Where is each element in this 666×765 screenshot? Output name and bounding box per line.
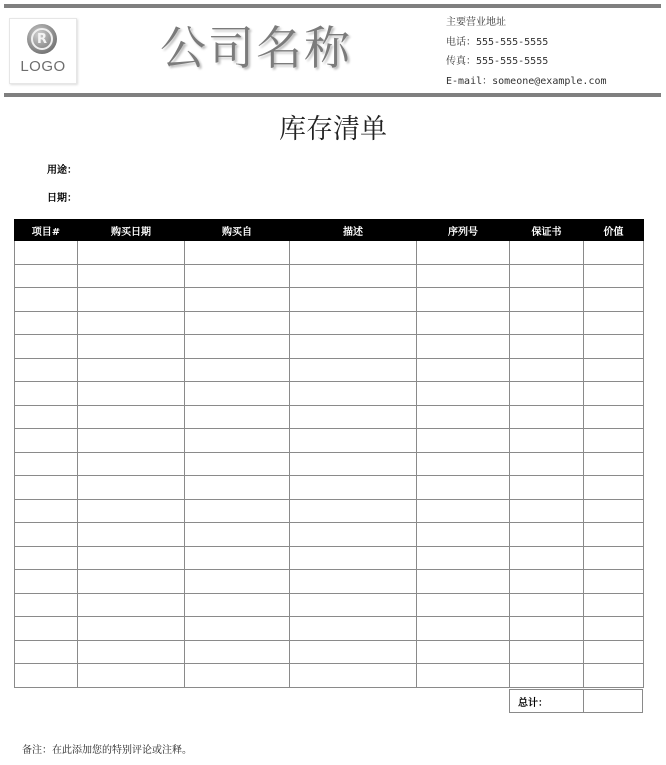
table-cell[interactable] xyxy=(290,311,417,335)
table-cell[interactable] xyxy=(290,664,417,688)
table-cell[interactable] xyxy=(510,523,584,547)
table-cell[interactable] xyxy=(78,405,185,429)
table-cell[interactable] xyxy=(185,335,290,359)
table-cell[interactable] xyxy=(584,570,644,594)
table-cell[interactable] xyxy=(185,452,290,476)
table-cell[interactable] xyxy=(510,593,584,617)
table-cell[interactable] xyxy=(15,405,78,429)
table-cell[interactable] xyxy=(78,335,185,359)
table-cell[interactable] xyxy=(185,382,290,406)
table-cell[interactable] xyxy=(510,358,584,382)
table-cell[interactable] xyxy=(510,570,584,594)
table-cell[interactable] xyxy=(78,593,185,617)
table-cell[interactable] xyxy=(290,288,417,312)
table-cell[interactable] xyxy=(510,264,584,288)
table-cell[interactable] xyxy=(15,452,78,476)
table-row xyxy=(15,570,644,594)
column-header-purchase-date: 购买日期 xyxy=(78,220,185,241)
table-cell[interactable] xyxy=(584,476,644,500)
table-cell[interactable] xyxy=(78,358,185,382)
table-cell[interactable] xyxy=(78,499,185,523)
table-cell[interactable] xyxy=(185,311,290,335)
table-cell[interactable] xyxy=(290,499,417,523)
table-cell[interactable] xyxy=(417,640,510,664)
table-cell[interactable] xyxy=(417,476,510,500)
table-cell[interactable] xyxy=(15,499,78,523)
table-cell[interactable] xyxy=(584,546,644,570)
table-row xyxy=(15,405,644,429)
table-cell[interactable] xyxy=(417,523,510,547)
table-cell[interactable] xyxy=(78,546,185,570)
table-cell[interactable] xyxy=(15,593,78,617)
table-cell[interactable] xyxy=(584,452,644,476)
table-cell[interactable] xyxy=(78,617,185,641)
table-cell[interactable] xyxy=(185,288,290,312)
table-cell[interactable] xyxy=(290,241,417,265)
table-cell[interactable] xyxy=(185,593,290,617)
total-value-cell[interactable] xyxy=(583,690,642,713)
table-cell[interactable] xyxy=(185,664,290,688)
company-name: 公司名称 xyxy=(160,21,352,75)
table-cell[interactable] xyxy=(417,335,510,359)
logo-mark-letter: R xyxy=(31,28,53,50)
table-cell[interactable] xyxy=(510,452,584,476)
table-header-row xyxy=(15,220,644,241)
table-cell[interactable] xyxy=(417,358,510,382)
footer-note: 备注：在此添加您的特别评论或注释。 xyxy=(22,745,192,756)
table-cell[interactable] xyxy=(78,429,185,453)
table-cell[interactable] xyxy=(417,452,510,476)
business-address: 主要营业地址 xyxy=(446,17,506,28)
table-cell[interactable] xyxy=(417,405,510,429)
table-cell[interactable] xyxy=(290,405,417,429)
table-cell[interactable] xyxy=(78,570,185,594)
table-row xyxy=(15,358,644,382)
table-cell[interactable] xyxy=(290,617,417,641)
table-cell[interactable] xyxy=(417,617,510,641)
date-label: 日期： xyxy=(47,193,77,204)
column-header-description: 描述 xyxy=(290,220,417,241)
table-cell[interactable] xyxy=(15,382,78,406)
table-cell[interactable] xyxy=(15,311,78,335)
table-cell[interactable] xyxy=(584,405,644,429)
table-cell[interactable] xyxy=(185,570,290,594)
table-cell[interactable] xyxy=(584,593,644,617)
table-cell[interactable] xyxy=(417,311,510,335)
table-cell[interactable] xyxy=(15,640,78,664)
table-cell[interactable] xyxy=(417,264,510,288)
table-cell[interactable] xyxy=(510,288,584,312)
table-cell[interactable] xyxy=(290,264,417,288)
purpose-label: 用途： xyxy=(47,165,77,176)
table-cell[interactable] xyxy=(584,429,644,453)
table-cell[interactable] xyxy=(510,476,584,500)
table-row xyxy=(15,476,644,500)
column-header-purchased-from: 购买自 xyxy=(185,220,290,241)
table-row xyxy=(15,640,644,664)
column-header-warranty: 保证书 xyxy=(510,220,584,241)
table-cell[interactable] xyxy=(185,405,290,429)
table-cell[interactable] xyxy=(185,358,290,382)
table-cell[interactable] xyxy=(417,499,510,523)
table-cell[interactable] xyxy=(15,241,78,265)
fax-number: 传真：555-555-5555 xyxy=(446,56,549,67)
table-row xyxy=(15,311,644,335)
table-cell[interactable] xyxy=(15,546,78,570)
table-cell[interactable] xyxy=(15,335,78,359)
table-cell[interactable] xyxy=(15,570,78,594)
table-cell[interactable] xyxy=(290,358,417,382)
table-cell[interactable] xyxy=(584,358,644,382)
table-cell[interactable] xyxy=(15,358,78,382)
table-cell[interactable] xyxy=(510,640,584,664)
table-cell[interactable] xyxy=(290,382,417,406)
table-cell[interactable] xyxy=(510,405,584,429)
table-cell[interactable] xyxy=(417,429,510,453)
table-cell[interactable] xyxy=(290,593,417,617)
table-cell[interactable] xyxy=(584,523,644,547)
table-cell[interactable] xyxy=(290,640,417,664)
table-row xyxy=(15,664,644,688)
table-cell[interactable] xyxy=(15,523,78,547)
table-cell[interactable] xyxy=(584,640,644,664)
table-cell[interactable] xyxy=(78,476,185,500)
table-row xyxy=(15,382,644,406)
phone-number: 电话：555-555-5555 xyxy=(446,37,549,48)
table-cell[interactable] xyxy=(290,546,417,570)
table-row xyxy=(15,335,644,359)
document-title: 库存清单 xyxy=(279,114,387,145)
table-cell[interactable] xyxy=(185,476,290,500)
table-cell[interactable] xyxy=(185,499,290,523)
table-row xyxy=(15,617,644,641)
table-cell[interactable] xyxy=(584,311,644,335)
table-cell[interactable] xyxy=(185,546,290,570)
registered-mark-icon xyxy=(27,24,57,54)
logo-text: LOGO xyxy=(20,58,66,75)
table-cell[interactable] xyxy=(584,382,644,406)
table-cell[interactable] xyxy=(510,546,584,570)
table-row xyxy=(15,546,644,570)
table-row xyxy=(15,429,644,453)
table-cell[interactable] xyxy=(510,499,584,523)
table-cell[interactable] xyxy=(290,452,417,476)
table-cell[interactable] xyxy=(584,335,644,359)
table-cell[interactable] xyxy=(417,570,510,594)
table-cell[interactable] xyxy=(290,570,417,594)
table-cell[interactable] xyxy=(290,335,417,359)
table-cell[interactable] xyxy=(584,499,644,523)
table-row xyxy=(15,241,644,265)
column-header-serial-number: 序列号 xyxy=(417,220,510,241)
table-cell[interactable] xyxy=(15,288,78,312)
table-cell[interactable] xyxy=(185,640,290,664)
inventory-table xyxy=(14,219,644,688)
table-cell[interactable] xyxy=(78,640,185,664)
table-cell[interactable] xyxy=(15,476,78,500)
table-cell[interactable] xyxy=(185,241,290,265)
table-row xyxy=(15,499,644,523)
table-cell[interactable] xyxy=(78,523,185,547)
table-cell[interactable] xyxy=(78,311,185,335)
total-label: 总计： xyxy=(510,690,584,713)
table-cell[interactable] xyxy=(417,593,510,617)
table-cell[interactable] xyxy=(185,617,290,641)
column-header-item-number: 项目# xyxy=(15,220,78,241)
table-cell[interactable] xyxy=(290,523,417,547)
table-cell[interactable] xyxy=(78,241,185,265)
table-cell[interactable] xyxy=(417,546,510,570)
table-cell[interactable] xyxy=(510,335,584,359)
table-cell[interactable] xyxy=(417,241,510,265)
table-cell[interactable] xyxy=(584,664,644,688)
table-row xyxy=(15,593,644,617)
table-cell[interactable] xyxy=(78,452,185,476)
table-row xyxy=(15,264,644,288)
table-cell[interactable] xyxy=(185,429,290,453)
table-cell[interactable] xyxy=(510,382,584,406)
table-cell[interactable] xyxy=(417,288,510,312)
table-cell[interactable] xyxy=(584,288,644,312)
table-cell[interactable] xyxy=(510,617,584,641)
table-cell[interactable] xyxy=(290,476,417,500)
table-row xyxy=(15,452,644,476)
table-cell[interactable] xyxy=(185,523,290,547)
table-cell[interactable] xyxy=(510,664,584,688)
table-cell[interactable] xyxy=(15,664,78,688)
table-cell[interactable] xyxy=(78,382,185,406)
table-cell[interactable] xyxy=(15,429,78,453)
table-cell[interactable] xyxy=(15,617,78,641)
column-header-value: 价值 xyxy=(584,220,644,241)
table-cell[interactable] xyxy=(510,311,584,335)
table-cell[interactable] xyxy=(290,429,417,453)
company-logo xyxy=(9,18,77,84)
table-cell[interactable] xyxy=(185,264,290,288)
total-row xyxy=(509,689,643,712)
header-top-rule xyxy=(4,4,661,8)
header-bottom-rule xyxy=(4,93,661,97)
table-row xyxy=(15,288,644,312)
table-cell[interactable] xyxy=(584,264,644,288)
table-cell[interactable] xyxy=(417,664,510,688)
table-cell[interactable] xyxy=(78,264,185,288)
table-cell[interactable] xyxy=(15,264,78,288)
table-cell[interactable] xyxy=(584,617,644,641)
table-cell[interactable] xyxy=(584,241,644,265)
table-cell[interactable] xyxy=(417,382,510,406)
table-cell[interactable] xyxy=(78,664,185,688)
table-cell[interactable] xyxy=(78,288,185,312)
email-address: E-mail：someone@example.com xyxy=(446,76,607,87)
table-cell[interactable] xyxy=(510,241,584,265)
table-cell[interactable] xyxy=(510,429,584,453)
table-row xyxy=(15,523,644,547)
